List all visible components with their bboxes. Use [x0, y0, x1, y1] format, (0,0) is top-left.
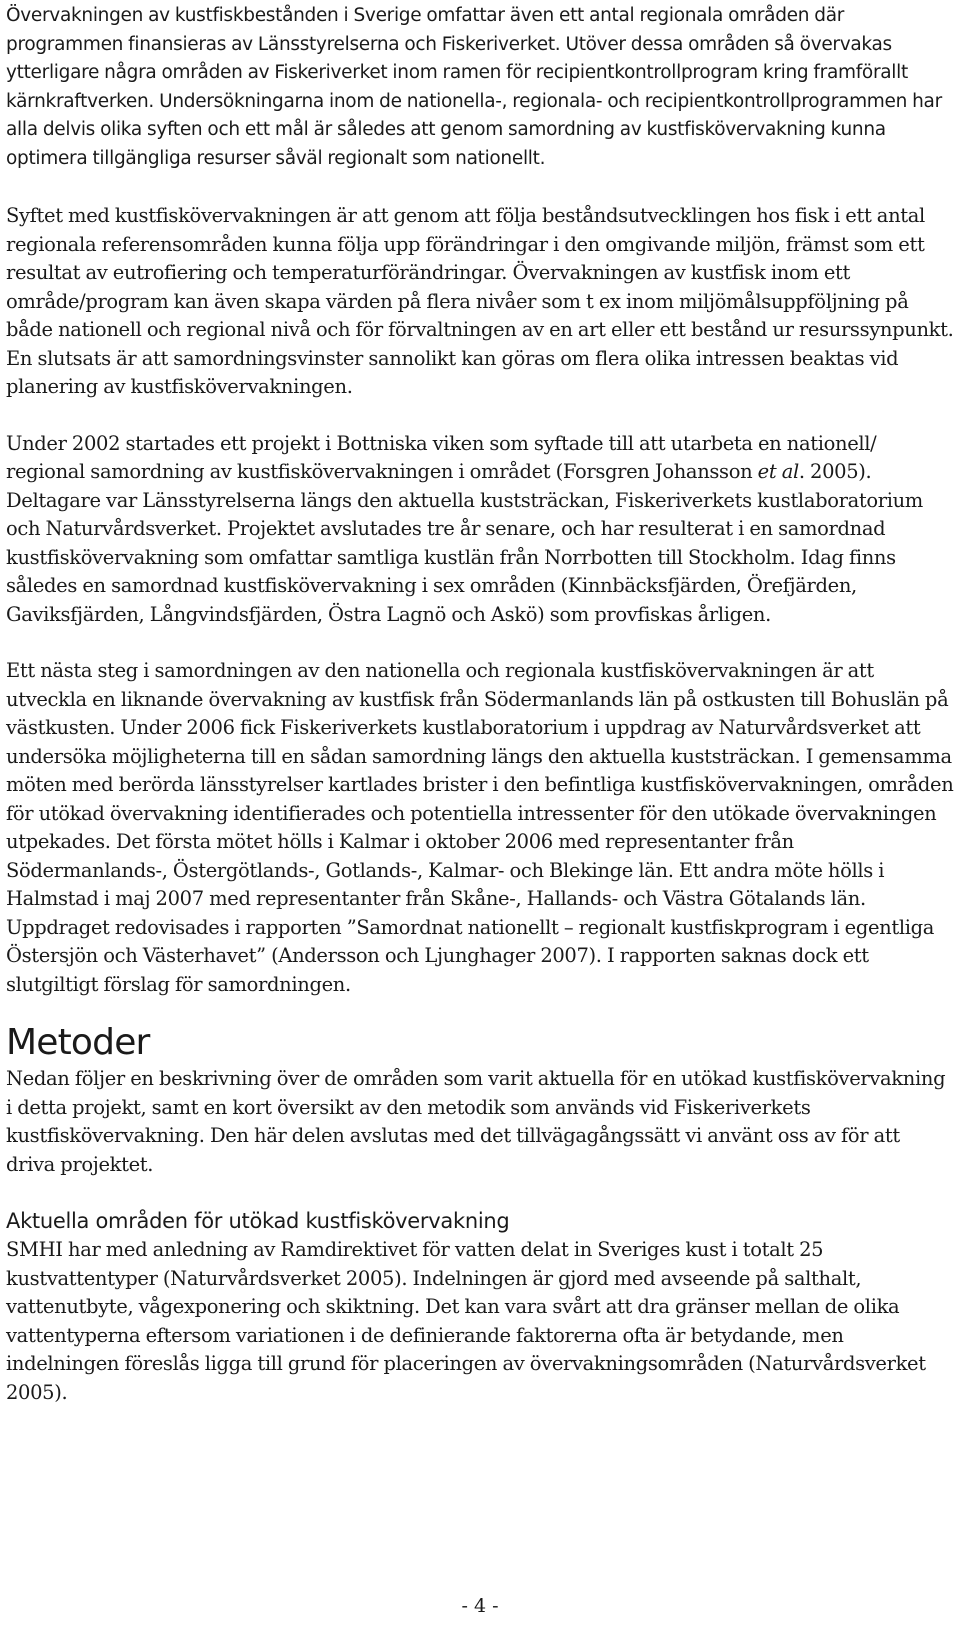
et-al-italic: et al: [757, 460, 799, 483]
section-heading-methods: Metoder: [6, 1022, 150, 1063]
paragraph-methods-intro: Nedan följer en beskrivning över de områden som varit aktuella för en utökad kustfiskövervakning i detta projekt, samt en kort översikt av den metodik som används vid Fiskeriverkets kustfiskövervakning. Den här delen avslutas med det tillvägagångssätt vi använt oss av för att driva projektet.: [6, 1067, 946, 1176]
paragraph-project-2002-part2: . 2005). Deltagare var Länsstyrelserna längs den aktuella kuststräckan, Fiskeriverkets kustlaboratorium och Naturvårdsverket. Projektet avslutades tre år senare, och har resulterat i en samordnad kustfiskövervakning som omfattar samtliga kustlän från Norrbotten till Stockholm. Idag finns således en samordnad kustfiskövervakning i sex områden (Kinnbäcksfjärden, Örefjärden, Gaviksfjärden, Långvindsfjärden, Östra Lagnö och Askö) som provfiskas årligen.: [6, 460, 923, 626]
paragraph-project-2002: [6, 430, 954, 630]
paragraph-purpose: Syftet med kustfiskövervakningen är att genom att följa beståndsutvecklingen hos fisk i ett antal regionala referensområden kunna följa upp förändringar i den omgivande miljön, främst som ett resultat av eutrofiering och temperaturförändringar. Övervakningen av kustfisk inom ett område/program kan även skapa värden på flera nivåer som t ex inom miljömålsuppföljning på både nationell och regional nivå och för förvaltningen av en art eller ett bestånd ur resurssynpunkt. En slutsats är att samordningsvinster sannolikt kan göras om flera olika intressen beaktas vid planering av kustfiskövervakningen.: [6, 204, 954, 398]
subsection-heading-areas: Aktuella områden för utökad kustfiskövervakning: [6, 1209, 510, 1233]
document-page: [6, 0, 954, 1407]
page-number: - 4 -: [461, 1595, 499, 1617]
paragraph-next-step: Ett nästa steg i samordningen av den nationella och regionala kustfiskövervakningen är att utveckla en liknande övervakning av kustfisk från Södermanlands län på ostkusten till Bohuslän på västkusten. Under 2006 fick Fiskeriverkets kustlaboratorium i uppdrag av Naturvårdsverket att undersöka möjligheterna till en sådan samordning längs den aktuella kuststräckan. I gemensamma möten med berörda länsstyrelser kartlades brister i den befintliga kustfiskövervakningen, områden för utökad övervakning identifierades och potentiella intressenter för den utökade övervakningen utpekades. Det första mötet hölls i Kalmar i oktober 2006 med representanter från Södermanlands-, Östergötlands-, Gotlands-, Kalmar- och Blekinge län. Ett andra möte hölls i Halmstad i maj 2007 med representanter från Skåne-, Hallands- och Västra Götalands län. Uppdraget redovisades i rapporten ”Samordnat nationellt – regionalt kustfiskprogram i egentliga Östersjön och Västerhavet” (Andersson och Ljunghager 2007). I rapporten saknas dock ett slutgiltigt förslag för samordningen.: [6, 659, 954, 996]
paragraph-intro: Övervakningen av kustfiskbestånden i Sverige omfattar även ett antal regionala områden där programmen finansieras av Länsstyrelserna och Fiskeriverket. Utöver dessa områden så övervakas ytterligare några områden av Fiskeriverket inom ramen för recipientkontrollprogram kring framförallt kärnkraftverken. Undersökningarna inom de nationella-, regionala- och recipientkontrollprogrammen har alla delvis olika syften och ett mål är således att genom samordning av kustfiskövervakning kunna optimera tillgängliga resurser såväl regionalt som nationellt.: [6, 5, 942, 169]
paragraph-areas: SMHI har med anledning av Ramdirektivet för vatten delat in Sveriges kust i totalt 25 kustvattentyper (Naturvårdsverket 2005). Indelningen är gjord med avseende på salthalt, vattenutbyte, vågexponering och skiktning. Det kan vara svårt att dra gränser mellan de olika vattentyperna eftersom variationen i de definierande faktorerna ofta är betydande, men indelningen föreslås ligga till grund för placeringen av övervakningsområden (Naturvårdsverket 2005).: [6, 1238, 926, 1404]
paragraph-project-2002-part1: Under 2002 startades ett projekt i Bottniska viken som syftade till att utarbeta en nationell/ regional samordning av kustfiskövervakningen i området (Forsgren Johansson: [6, 431, 877, 483]
